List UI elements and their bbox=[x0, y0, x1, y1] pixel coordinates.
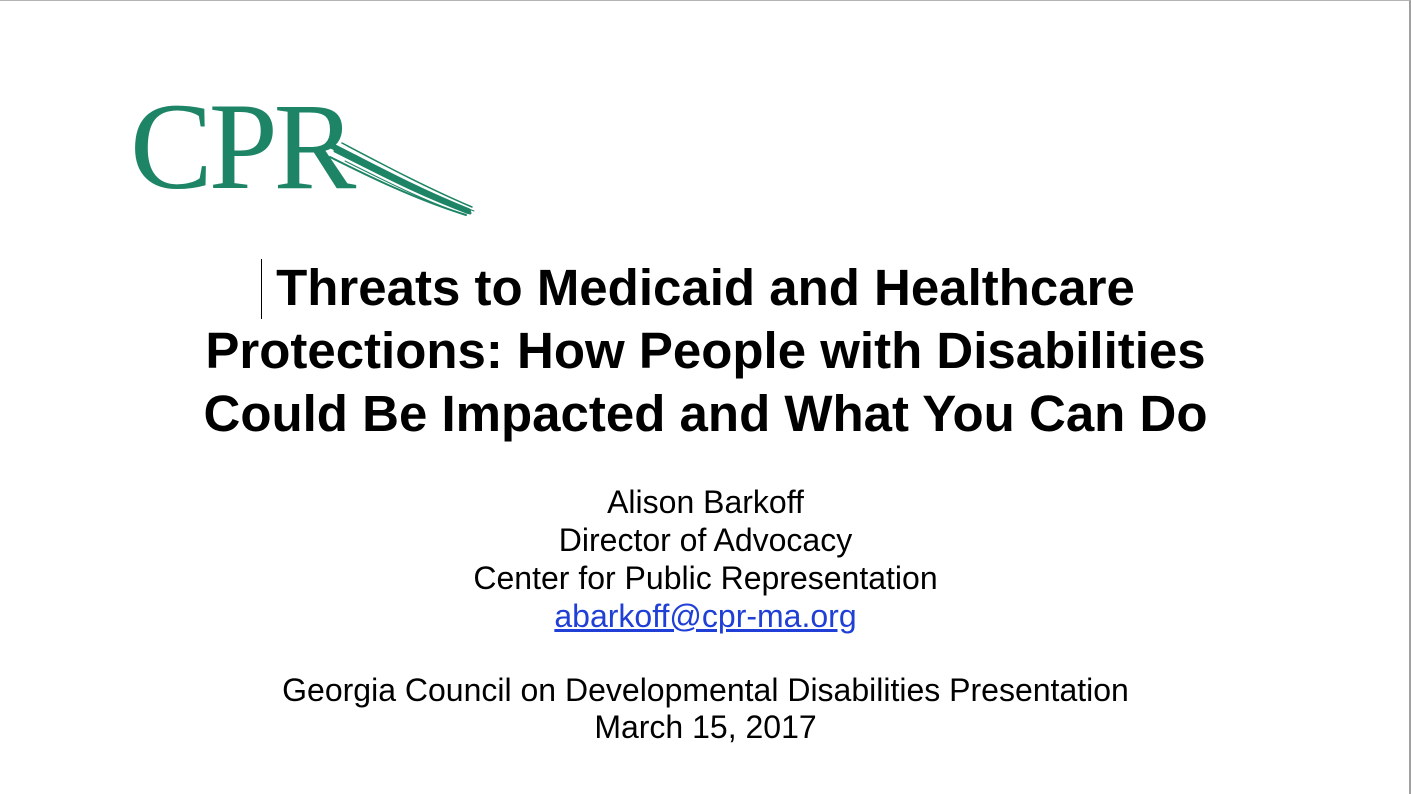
event-name: Georgia Council on Developmental Disabilities Presentation bbox=[282, 672, 1129, 708]
title-line: Protections: How People with Disabilities bbox=[205, 322, 1206, 379]
logo-text: CPR bbox=[130, 78, 353, 215]
logo-swoosh-icon bbox=[130, 78, 475, 220]
presenter-block bbox=[0, 483, 1411, 635]
title-line: Could Be Impacted and What You Can Do bbox=[203, 385, 1208, 442]
title-line: Threats to Medicaid and Healthcare bbox=[276, 259, 1135, 316]
presenter-organization: Center for Public Representation bbox=[473, 560, 938, 596]
slide-title bbox=[0, 256, 1411, 445]
email-link[interactable]: abarkoff@cpr-ma.org bbox=[554, 598, 857, 634]
event-block bbox=[0, 672, 1411, 746]
cpr-logo bbox=[130, 78, 475, 220]
event-date: March 15, 2017 bbox=[594, 709, 817, 745]
presenter-name: Alison Barkoff bbox=[607, 484, 804, 520]
presenter-role: Director of Advocacy bbox=[558, 522, 853, 558]
